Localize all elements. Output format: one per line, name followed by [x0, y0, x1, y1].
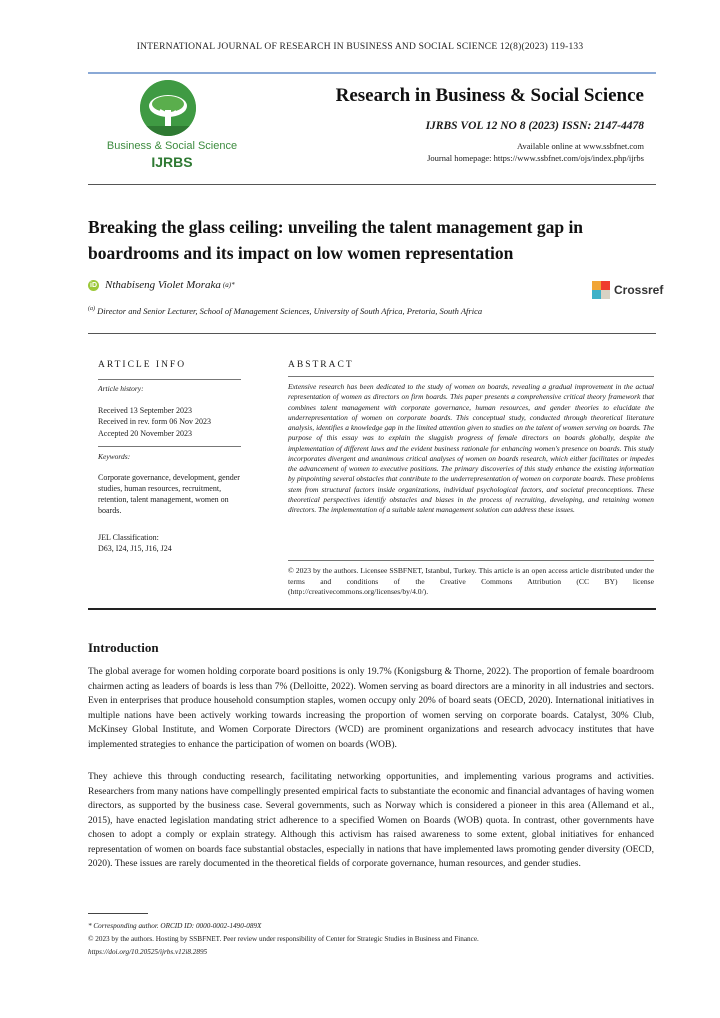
crossref-icon	[592, 281, 610, 299]
affiliation	[88, 306, 482, 316]
journal-title: Research in Business & Social Science	[335, 85, 644, 106]
article-history-revised: Received in rev. form 06 Nov 2023	[98, 417, 212, 426]
journal-available-online[interactable]: Available online at www.ssbfnet.com	[517, 141, 644, 151]
introduction-paragraph-1: The global average for women holding corporate board positions is only 19.7% (Konigsburg & Thorne, 2022). The proportion of female boardroom chairmen acting as leaders of boards is less than 7% (Delloitte, 2022). Women serving as board directors are a minority in all industries and sectors. Even in enterprises that produce household consumption staples, women occupy only 20% of board seats (OECD, 2020). International initiatives in multiple nations have been actively working towards increasing the proportion of women serving on corporate boards. Catalyst, 30% Club, McKinsey Global Institute, and Women Corporate Directors (WCD) are prominent organizations and research advocacy institutes that have implemented strategies to enhance the participation of women on boards (WOB).	[88, 667, 654, 750]
article-info-rule	[98, 446, 241, 447]
keywords-label: Keywords:	[98, 452, 131, 461]
author-mark: (a)*	[222, 281, 235, 289]
journal-logo	[92, 80, 252, 175]
author-name: Nthabiseng Violet Moraka	[105, 279, 221, 291]
affiliation-rule	[88, 333, 656, 334]
footnote-rule	[88, 913, 148, 914]
introduction-paragraph-2: They achieve this through conducting research, facilitating networking opportunities, and implementing various programs and activities. Researchers from many nations have compellingly presented empirical facts to substantiate the economic and financial advantages of having women directors, as supported by the business case. Several governments, such as Norway which is considered a pioneer in this area (Allemand et al., 2015), have enacted legislation mandating strict adherence to a specified Women on Boards (WOB) quota. In contrast, other governments have chosen to adopt a comply or explain strategy. Although this activism has raised awareness to some extent, global initiatives for enhanced representation of women on boards face substantial obstacles, especially in nations that have implemented laws promoting gender diversity (OECD, 2020). These issues are rarely documented in the theoretical fields of corporate governance, human resources, and gender studies.	[88, 772, 654, 869]
abstract-heading: ABSTRACT	[288, 360, 354, 370]
logo-line2: IJRBS	[151, 154, 193, 170]
abstract-rule	[288, 560, 654, 561]
footnote-copyright: © 2023 by the authors. Hosting by SSBFNET. Peer review under responsibility of Center for Strategic Studies in Business and Finance.	[88, 935, 479, 943]
journal-volume: IJRBS VOL 12 NO 8 (2023) ISSN: 2147-4478	[425, 120, 644, 132]
affiliation-text: Director and Senior Lecturer, School of Management Sciences, University of South Africa, Pretoria, South Africa	[97, 306, 483, 316]
footnote-doi[interactable]: https://doi.org/10.20525/ijrbs.v12i8.2895	[88, 948, 208, 956]
section-rule	[88, 608, 656, 610]
affiliation-mark: (a)	[88, 306, 95, 313]
article-history-accepted: Accepted 20 November 2023	[98, 429, 192, 438]
header-rule	[88, 72, 656, 74]
tree-logo-icon	[140, 80, 196, 136]
article-history-received: Received 13 September 2023	[98, 406, 192, 415]
masthead-rule	[88, 184, 656, 185]
jel-label: JEL Classification:	[98, 533, 159, 542]
running-head: INTERNATIONAL JOURNAL OF RESEARCH IN BUSINESS AND SOCIAL SCIENCE 12(8)(2023) 119-133	[136, 42, 584, 52]
crossref-label: Crossref	[614, 283, 664, 297]
logo-line1: Business & Social Science	[106, 140, 238, 152]
article-title: Breaking the glass ceiling: unveiling the talent management gap in boardrooms and its impact on low women representation	[88, 217, 584, 263]
orcid-icon[interactable]: iD	[90, 281, 97, 289]
article-info-heading: ARTICLE INFO	[98, 360, 187, 370]
article-history-label: Article history:	[98, 384, 144, 393]
footnote-corresponding: * Corresponding author. ORCID ID: 0000-0002-1490-089X	[88, 922, 262, 930]
keywords-text: Corporate governance, development, gender studies, human resources, recruitment, retention, talent management, women on boards.	[98, 473, 240, 515]
abstract-text: Extensive research has been dedicated to the study of women on boards, revealing a gradual improvement in the actual representation of women as directors on firm boards. This paper presents a comprehensive critical theory framework that combines talent management with corporate governance, human resources, and gender theories to elucidate the underrepresentation of women on corporate boards. This conceptual study, conducted through theoretical literature analysis, identifies a knowledge gap in the limited attention given to studies on the talent of women serving on boards. The purpose of this essay was to explain the sluggish progress of female directors on boards globally, despite the implementation of different laws and the evident business rationale for enhancing women's presence on boards. This study incorporates divergent and unanimous critical analyses of women on boards research, which either facilitates or impedes the advancement of women to executive positions. The primary discoveries of this study enhance the existing information by pinpointing several obstacles that contribute to the underrepresentation of women on corporate boards. These problems stem from structural factors inside organizations, individual psychological factors, and societal preconceptions. These theoretical perspectives identify obstacles and biases in the process of recruiting, developing, and retaining women directors. The implementation of a suitable talent management solution can address these issues.	[288, 382, 654, 514]
author-line	[88, 279, 235, 291]
crossref-badge[interactable]	[592, 281, 663, 299]
license-text: © 2023 by the authors. Licensee SSBFNET, Istanbul, Turkey. This article is an open access article distributed under the terms and conditions of the Creative Commons Attribution (CC BY) license (http://creativecommons.org/licenses/by/4.0/).	[288, 566, 654, 596]
journal-homepage[interactable]: Journal homepage: https://www.ssbfnet.com/ojs/index.php/ijrbs	[427, 153, 644, 163]
abstract-rule	[288, 376, 654, 377]
jel-codes: D63, I24, J15, J16, J24	[98, 544, 172, 553]
article-info-rule	[98, 379, 241, 380]
introduction-heading: Introduction	[88, 640, 159, 655]
